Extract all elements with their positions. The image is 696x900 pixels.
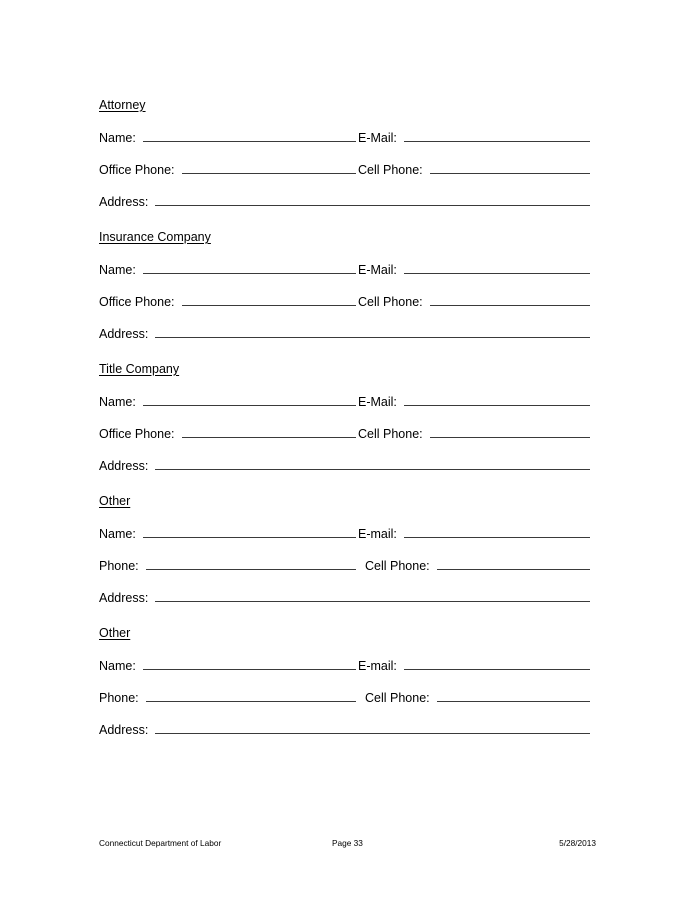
address-write-in-line[interactable] (155, 589, 590, 602)
field-label: Office Phone: (99, 163, 175, 177)
field-row (99, 657, 590, 673)
section-heading: Title Company (99, 362, 180, 376)
write-in-line[interactable] (143, 393, 356, 406)
field-group-left (99, 393, 356, 410)
field-group-left (99, 657, 356, 674)
field-group-right (356, 689, 590, 706)
field-row (99, 457, 590, 473)
field-label: Address: (99, 591, 149, 605)
field-label: Cell Phone: (365, 559, 430, 573)
field-row (99, 689, 590, 705)
page-footer (99, 838, 596, 849)
write-in-line[interactable] (404, 129, 590, 142)
write-in-line[interactable] (143, 657, 356, 670)
field-group-left (99, 425, 356, 442)
field-label: Name: (99, 131, 136, 145)
field-label: Office Phone: (99, 427, 175, 441)
address-write-in-line[interactable] (155, 457, 590, 470)
field-row (99, 161, 590, 177)
field-label: E-Mail: (358, 131, 397, 145)
field-group-left (99, 293, 356, 310)
field-row (99, 261, 590, 277)
field-label: Name: (99, 659, 136, 673)
field-label: Address: (99, 723, 149, 737)
field-group-right (356, 293, 590, 310)
field-label: Phone: (99, 559, 139, 573)
write-in-line[interactable] (146, 557, 356, 570)
field-label: Cell Phone: (365, 691, 430, 705)
form-section (99, 624, 590, 737)
field-label: Name: (99, 395, 136, 409)
write-in-line[interactable] (404, 393, 590, 406)
form-section (99, 96, 590, 209)
section-heading: Other (99, 494, 131, 508)
field-row (99, 193, 590, 209)
field-row (99, 393, 590, 409)
section-heading: Attorney (99, 98, 146, 112)
address-write-in-line[interactable] (155, 325, 590, 338)
field-group-right (356, 525, 590, 542)
write-in-line[interactable] (430, 161, 590, 174)
field-label: Address: (99, 459, 149, 473)
field-row (99, 293, 590, 309)
field-group-left (99, 557, 356, 574)
form-section (99, 492, 590, 605)
field-group-right (356, 425, 590, 442)
form-section (99, 360, 590, 473)
field-group-right (356, 657, 590, 674)
footer-page-number: Page 33 (332, 838, 363, 848)
footer-agency: Connecticut Department of Labor (99, 838, 222, 848)
field-label: Address: (99, 195, 149, 209)
write-in-line[interactable] (143, 525, 356, 538)
write-in-line[interactable] (182, 425, 356, 438)
section-heading: Insurance Company (99, 230, 211, 244)
field-row (99, 525, 590, 541)
field-label: Name: (99, 263, 136, 277)
field-row (99, 325, 590, 341)
field-label: E-Mail: (358, 263, 397, 277)
address-write-in-line[interactable] (155, 721, 590, 734)
field-group-right (356, 393, 590, 410)
form-sections-container (99, 96, 590, 737)
section-heading: Other (99, 626, 131, 640)
field-group-right (356, 261, 590, 278)
field-row (99, 721, 590, 737)
write-in-line[interactable] (143, 129, 356, 142)
field-label: Cell Phone: (358, 163, 423, 177)
field-label: Name: (99, 527, 136, 541)
form-section (99, 228, 590, 341)
write-in-line[interactable] (143, 261, 356, 274)
field-group-left (99, 261, 356, 278)
field-group-right (356, 557, 590, 574)
field-label: Cell Phone: (358, 427, 423, 441)
write-in-line[interactable] (404, 525, 590, 538)
footer-date: 5/28/2013 (559, 838, 596, 848)
field-row (99, 425, 590, 441)
field-group-right (356, 161, 590, 178)
field-label: Cell Phone: (358, 295, 423, 309)
address-write-in-line[interactable] (155, 193, 590, 206)
field-label: Address: (99, 327, 149, 341)
field-group-left (99, 129, 356, 146)
write-in-line[interactable] (182, 161, 356, 174)
write-in-line[interactable] (182, 293, 356, 306)
field-label: Office Phone: (99, 295, 175, 309)
write-in-line[interactable] (437, 557, 590, 570)
write-in-line[interactable] (404, 261, 590, 274)
field-label: E-Mail: (358, 395, 397, 409)
write-in-line[interactable] (404, 657, 590, 670)
field-label: E-mail: (358, 527, 397, 541)
field-group-left (99, 689, 356, 706)
field-group-left (99, 525, 356, 542)
field-row (99, 589, 590, 605)
field-row (99, 129, 590, 145)
write-in-line[interactable] (437, 689, 590, 702)
field-label: Phone: (99, 691, 139, 705)
field-group-right (356, 129, 590, 146)
write-in-line[interactable] (430, 293, 590, 306)
field-group-left (99, 161, 356, 178)
write-in-line[interactable] (146, 689, 356, 702)
write-in-line[interactable] (430, 425, 590, 438)
field-label: E-mail: (358, 659, 397, 673)
field-row (99, 557, 590, 573)
